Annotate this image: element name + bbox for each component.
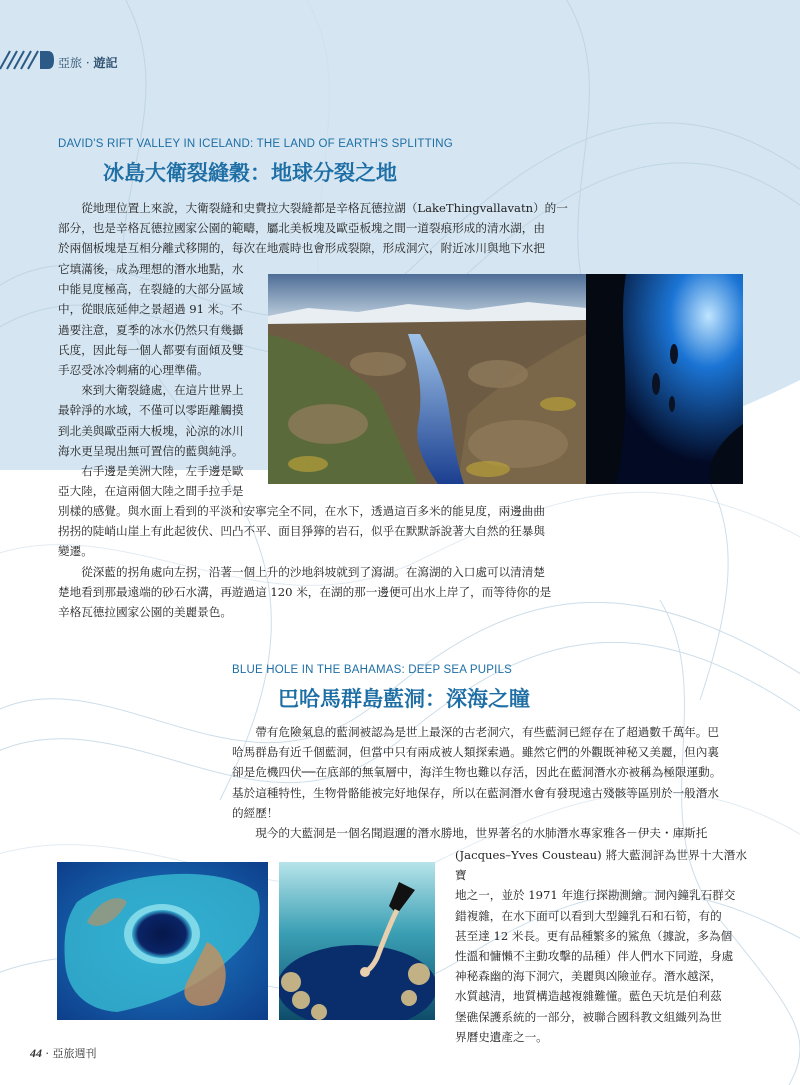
article1-line: 來到大衛裂縫處，在這片世界上 bbox=[81, 383, 244, 398]
page-footer bbox=[30, 1045, 97, 1061]
article2-narrow-column bbox=[455, 845, 747, 1047]
article1-line: 到北美與歐亞兩大板塊，沁涼的冰川 bbox=[58, 423, 244, 438]
freediver-blue-hole-photo bbox=[279, 862, 435, 1020]
article1-closing-paragraph bbox=[58, 501, 572, 622]
article1-line: 從深藍的拐角處向左拐，沿著一個上升的沙地斜坡就到了瀉湖。在瀉湖的入口處可以清清楚 bbox=[81, 564, 545, 579]
article2-line: 地之一，並於 1971 年進行探勘測繪。洞內鐘乳石群交 bbox=[455, 888, 736, 903]
article2-line: (Jacques–Yves Cousteau) 將大藍洞評為世界十大潛水寶 bbox=[455, 848, 747, 883]
article2-line: 性溫和慵懶不主動攻擊的品種）伴人們水下同遊，身處 bbox=[455, 949, 734, 964]
article1-line: 從地理位置上來說，大衛裂縫和史費拉大裂縫都是辛格瓦德拉湖（LakeThingvallavatn）的一 bbox=[81, 201, 568, 215]
article1-title-zh: 冰島大衛裂縫穀：地球分裂之地 bbox=[103, 161, 397, 185]
article1-line: 中，從眼底延伸之景超過 91 米。不 bbox=[58, 302, 243, 317]
article1-line: 部分，也是辛格瓦德拉國家公園的範疇，屬北美板塊及歐亞板塊之間一道裂痕形成的清水湖，由 bbox=[58, 221, 545, 236]
article1-line: 亞大陸，在這兩個大陸之間手拉手是 bbox=[58, 484, 244, 499]
article2-title-en: BLUE HOLE IN THE BAHAMAS: DEEP SEA PUPILS bbox=[232, 664, 513, 676]
article2-line: 哈馬群島有近千個藍洞，但當中只有兩成被人類探索過。雖然它們的外觀既神秘又美麗，但內裏 bbox=[232, 745, 719, 760]
page-number: 44 bbox=[30, 1046, 42, 1060]
article1-line: 手忍受冰冷刺痛的心理準備。 bbox=[58, 363, 209, 378]
thingvellir-rift-photo bbox=[268, 274, 586, 484]
article2-line: 的經歷！ bbox=[232, 805, 279, 820]
article2-line: 甚至達 12 米長。更有品種繁多的鯊魚（據說，多為個 bbox=[455, 928, 733, 943]
article2-line: 界曆史遺產之一。 bbox=[455, 1029, 548, 1044]
article1-intro-paragraph bbox=[58, 198, 568, 259]
article1-line: 變遷。 bbox=[58, 544, 93, 559]
article1-line: 氏度，因此每一個人都要有面傾及雙 bbox=[58, 342, 244, 357]
article2-line: 錯複雜，在水下面可以看到大型鐘乳石和石筍，有的 bbox=[455, 908, 722, 923]
article1-line: 右手邊是美洲大陸，左手邊是歐 bbox=[81, 464, 244, 479]
section-name: 亞旅 bbox=[58, 56, 83, 70]
article1-line: 海水更呈現出無可置信的藍與純淨。 bbox=[58, 443, 244, 458]
article1-line: 辛格瓦德拉國家公園的美麗景色。 bbox=[58, 605, 232, 620]
article2-line: 卻是危機四伏──在底部的無氧層中，海洋生物也難以存活，因此在藍洞潛水亦被稱為極限運動。 bbox=[232, 765, 722, 780]
article2-title-zh: 巴哈馬群島藍洞：深海之瞳 bbox=[278, 687, 530, 711]
article1-line: 中能見度極高，在裂縫的大部分區域 bbox=[58, 282, 244, 297]
blue-hole-aerial-photo bbox=[57, 862, 268, 1020]
article1-line: 於兩個板塊是互相分離式移開的，每次在地震時也會形成裂隙，形成洞穴，附近冰川與地下水把 bbox=[58, 241, 545, 256]
article2-intro-paragraph bbox=[232, 722, 744, 843]
article2-line: 帶有危險氣息的藍洞被認為是世上最深的古老洞穴，有些藍洞已經存在了超過數千萬年。巴 bbox=[255, 725, 719, 739]
article1-line: 拐拐的陡峭山崖上有此起彼伏、凹凸不平、面目猙獰的岩石，似乎在默默訴說著大自然的狂暴與 bbox=[58, 524, 545, 539]
article1-line: 最幹淨的水域，不僅可以零距離觸摸 bbox=[58, 403, 244, 418]
article2-line: 現今的大藍洞是一個名聞遐邇的潛水勝地，世界著名的水肺潛水專家雅各－伊夫・庫斯托 bbox=[255, 826, 708, 841]
article1-line: 楚地看到那最遠端的砂石水溝，再遊過這 120 米，在湖的那一邊便可出水上岸了，而等待你的是 bbox=[58, 584, 552, 599]
article2-line: 神秘森幽的海下洞穴，美麗與凶險並存。潛水越深， bbox=[455, 969, 722, 984]
article2-line: 基於這種特性，生物骨骼能被完好地保存，所以在藍洞潛水會有發現遠古殘骸等區別於一般潛水 bbox=[232, 785, 719, 800]
section-category: 遊記 bbox=[93, 56, 118, 70]
article1-line: 別樣的感覺。與水面上看到的平淡和安寧完全不同，在水下，透過這百多米的能見度，兩邊曲曲 bbox=[58, 504, 545, 518]
rift-divers-underwater-photo bbox=[586, 274, 743, 484]
article2-line: 堡礁保護系統的一部分，被聯合國科教文組織列為世 bbox=[455, 1009, 722, 1024]
article1-narrow-column bbox=[58, 259, 254, 501]
article1-line: 過要注意，夏季的冰水仍然只有幾攝 bbox=[58, 322, 244, 337]
publication-name: · 亞旅週刊 bbox=[45, 1047, 97, 1060]
article1-line: 它填滿後，成為理想的潛水地點，水 bbox=[58, 262, 244, 276]
article1-title-en: DAVID'S RIFT VALLEY IN ICELAND: THE LAND OF EARTH'S SPLITTING bbox=[58, 138, 453, 150]
section-header bbox=[58, 54, 118, 71]
article2-line: 水質越清，地質構造越複雜難懂。藍色天坑是伯利茲 bbox=[455, 989, 722, 1004]
section-separator: · bbox=[85, 56, 90, 70]
